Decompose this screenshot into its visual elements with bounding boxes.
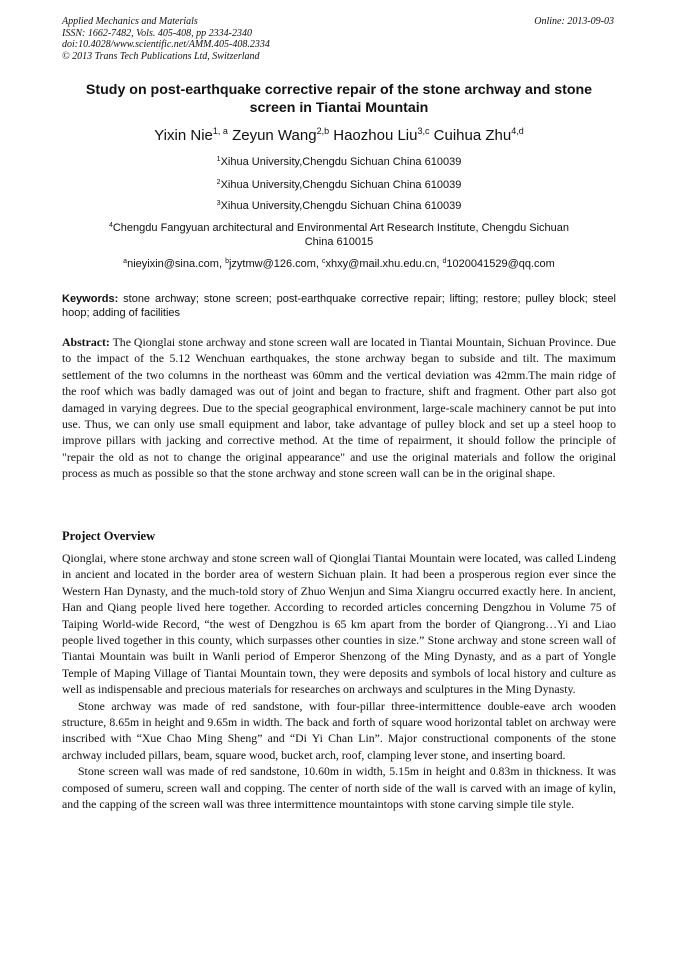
affiliation <box>62 178 616 192</box>
online-date: Online: 2013-09-03 <box>534 16 614 27</box>
affiliation-text: Chengdu Fangyuan architectural and Environmental Art Research Institute, Chengdu Sichuan China 610015 <box>112 222 570 248</box>
author-sup: 3,c <box>417 126 430 136</box>
email-sup: b <box>225 258 229 265</box>
paper-title: Study on post-earthquake corrective repair of the stone archway and stone screen in Tiantai Mountain <box>85 82 593 116</box>
abstract-block <box>62 334 616 482</box>
keywords-block <box>62 292 616 320</box>
author-name: Yixin Nie <box>154 127 213 144</box>
affiliation-text: Xihua University,Chengdu Sichuan China 610039 <box>220 156 462 168</box>
author-name: Zeyun Wang <box>232 127 317 144</box>
email-sup: c <box>322 258 326 265</box>
author-list <box>62 127 616 144</box>
affiliation-sup: 2 <box>216 179 221 186</box>
email-list <box>62 258 616 270</box>
author-sup: 1, a <box>212 126 228 136</box>
email-sup: d <box>442 258 447 265</box>
abstract-text: The Qionglai stone archway and stone screen wall are located in Tiantai Mountain, Sichuan Province. Due to the impact of the 5.12 Wenchuan earthquakes, the stone archway began to subside and tilt. The maximum settlement of the two columns in the northeast was 60mm and the vertical deviation was 42mm.The main ridge of the roof which was badly damaged was out of joint and began to fracture, shift and fragment. Other part also got damaged in varying degrees. Due to the special geographical environment, large-scale machinery cannot be put into use. Thus, we can only use small equipment and labor, take advantage of pulley block and set up a steel hoop to improve pillars with jacking and corrective method. At the time of repairment, it should follow the principle of "repair the old as not to change the original appearance" and use the original materials and follow the original process as much as possible so that the stone archway and stone screen wall can be in the original shape. <box>62 335 616 481</box>
affiliation-sup: 4 <box>108 222 113 229</box>
copyright-line: © 2013 Trans Tech Publications Ltd, Switzerland <box>62 50 260 62</box>
keywords-label: Keywords: <box>62 293 119 305</box>
section-body <box>62 550 616 813</box>
abstract-label: Abstract: <box>62 335 110 349</box>
affiliation-text: Xihua University,Chengdu Sichuan China 610039 <box>220 179 462 191</box>
author-name: Cuihua Zhu <box>433 127 512 144</box>
affiliation-sup: 3 <box>216 200 221 207</box>
author-name: Haozhou Liu <box>333 127 418 144</box>
author-sup: 2,b <box>316 126 330 136</box>
doi-line: doi:10.4028/www.scientific.net/AMM.405-408.2334 <box>62 39 270 50</box>
email-link[interactable]: jzytmw@126.com, <box>228 258 323 270</box>
email-sup: a <box>123 258 128 265</box>
body-paragraph: Qionglai, where stone archway and stone screen wall of Qionglai Tiantai Mountain were located, was called Lindeng in ancient and located in the border area of western Sichuan plain. It had been a prosperous region ever since the Western Han Dynasty, and the much-told story of Zhuo Wenjun and Sima Xiangru occurred exactly here. In ancient, Han and Qiang people lived here together. According to recorded articles concerning Dengzhou in Volume 75 of Taiping World-wide Record, “the west of Dengzhou is 65 km apart from the border of Qiangrong…Yi and Liao people lived together in this county, which surpasses other counties in size.” Stone archway and stone screen wall of Tiantai Mountain was built in Wanli period of Emperor Shenzong of the Ming Dynasty, and as a part of Yongle Temple of Maping Village of Tiantai Mountain town, they were deposits and symbols of local history and culture as well as indispensable and precious materials for researches on archways and sculptures in the Ming Dynasty. <box>62 551 616 697</box>
email-link[interactable]: xhxy@mail.xhu.edu.cn, <box>325 258 443 270</box>
email-link[interactable]: 1020041529@qq.com <box>446 258 555 270</box>
keywords-text: stone archway; stone screen; post-earthquake corrective repair; lifting; restore; pulley block; steel hoop; adding of facilities <box>62 293 616 319</box>
affiliation-text: Xihua University,Chengdu Sichuan China 610039 <box>220 200 462 212</box>
journal-name: Applied Mechanics and Materials <box>62 16 198 27</box>
journal-meta <box>62 16 270 62</box>
body-paragraph: Stone screen wall was made of red sandstone, 10.60m in width, 5.15m in height and 0.83m in thickness. It was composed of sumeru, screen wall and copping. The center of north side of the wall is carved with an image of kylin, and the capping of the screen wall was three intermittence mountaintops with stone carving simple tile style. <box>62 764 616 812</box>
section-heading: Project Overview <box>62 529 156 543</box>
affiliation <box>96 221 582 249</box>
email-link[interactable]: nieyixin@sina.com, <box>127 258 226 270</box>
affiliation <box>62 155 616 169</box>
issn-line: ISSN: 1662-7482, Vols. 405-408, pp 2334-2340 <box>62 27 252 39</box>
body-paragraph: Stone archway was made of red sandstone, with four-pillar three-intermittence double-eave arch wooden structure, 8.65m in height and 9.65m in width. The back and forth of square wood horizontal tablet on archway were inscribed with “Xue Chao Ming Sheng” and “Di Yi Chan Lin”. Major constructional components of the stone archway included pillars, beam, square wood, bucket arch, roof, clamping lever stone, and inserting board. <box>62 698 616 762</box>
affiliation <box>62 199 616 213</box>
affiliation-sup: 1 <box>216 156 221 163</box>
author-sup: 4,d <box>511 126 524 136</box>
